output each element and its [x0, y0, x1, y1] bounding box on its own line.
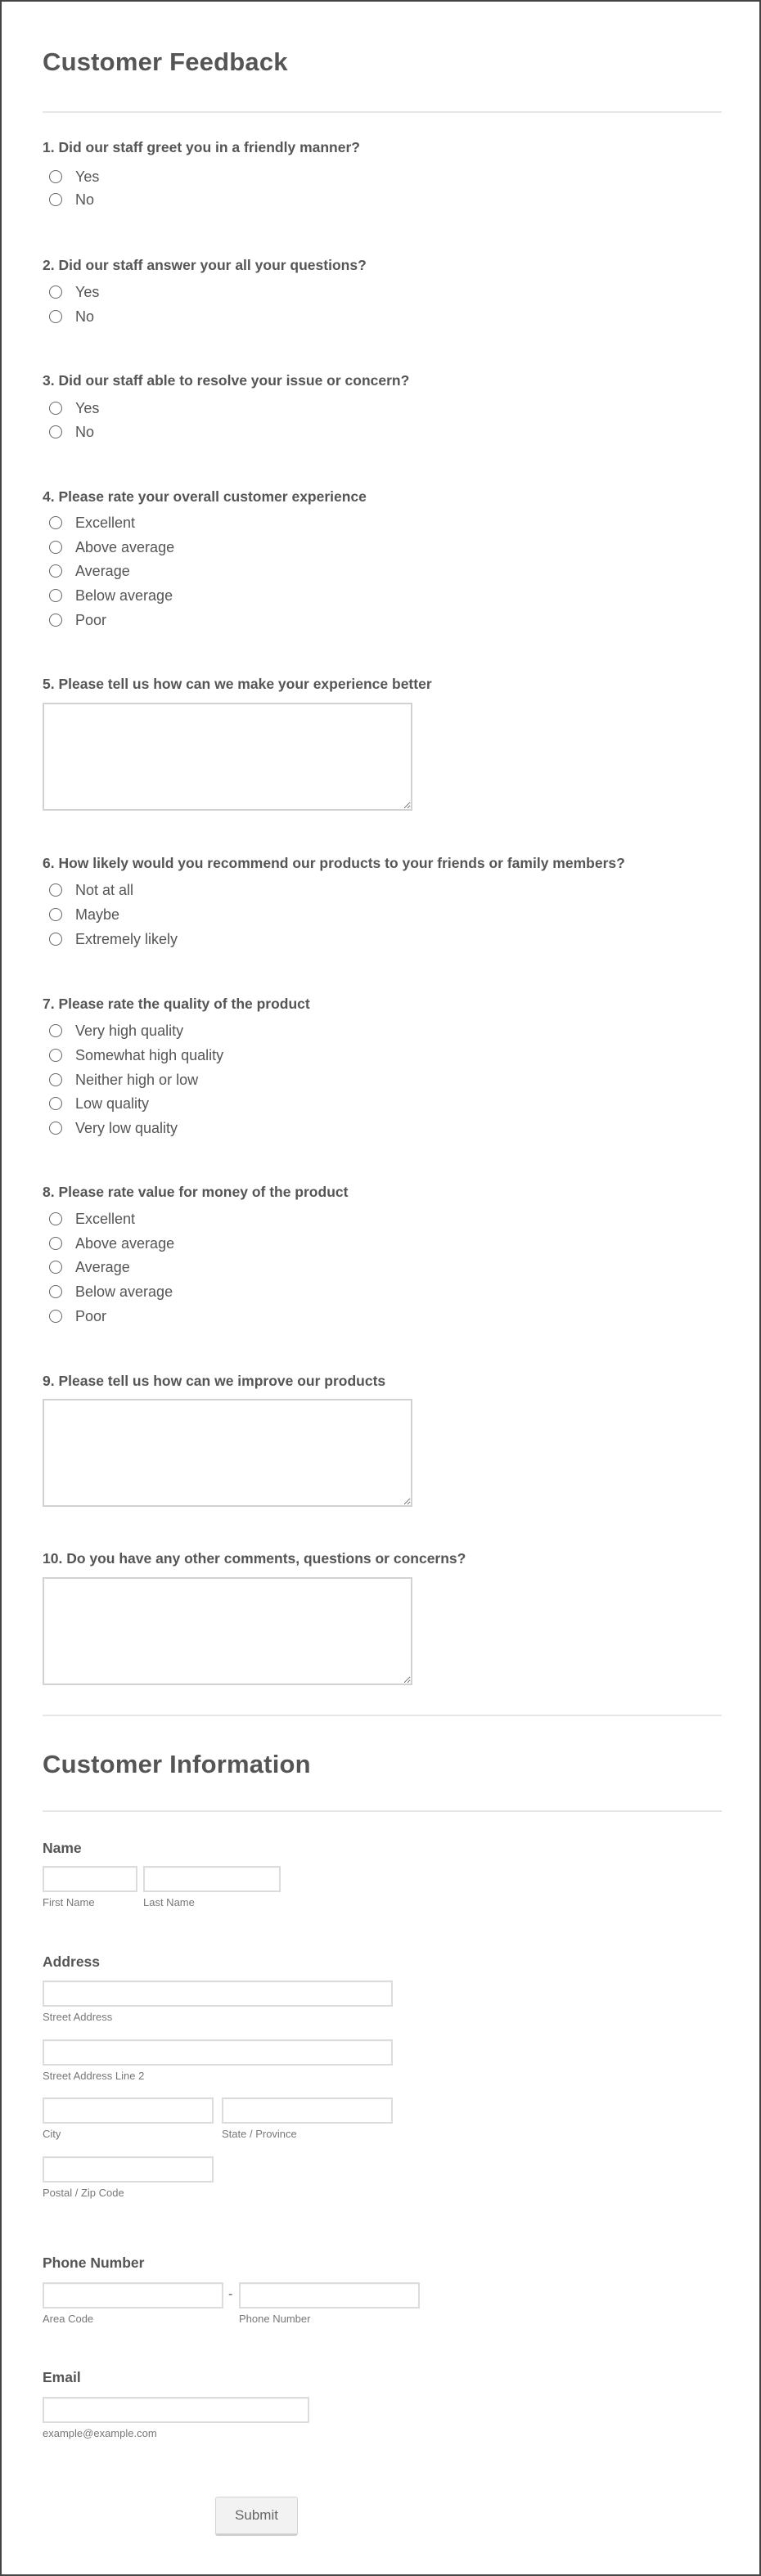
city-input[interactable]: [43, 2097, 214, 2124]
q8-option-average[interactable]: Average: [49, 1257, 130, 1277]
radio-icon[interactable]: [49, 933, 62, 946]
q8-option-poor[interactable]: Poor: [49, 1306, 106, 1326]
q6-option-not-at-all[interactable]: Not at all: [49, 880, 133, 900]
phone-number-sublabel: Phone Number: [239, 2313, 311, 2325]
radio-icon[interactable]: [49, 310, 62, 323]
q4-option-above-average[interactable]: Above average: [49, 537, 174, 557]
radio-icon[interactable]: [49, 1073, 62, 1086]
radio-icon[interactable]: [49, 564, 62, 578]
email-label: Email: [43, 2369, 81, 2385]
radio-icon[interactable]: [49, 1049, 62, 1062]
radio-icon[interactable]: [49, 908, 62, 921]
radio-icon[interactable]: [49, 1122, 62, 1135]
street-address-line2-sublabel: Street Address Line 2: [43, 2070, 145, 2082]
q1-option-no[interactable]: No: [49, 190, 94, 209]
q8-option-below-average[interactable]: Below average: [49, 1282, 173, 1301]
last-name-input[interactable]: [143, 1866, 281, 1892]
phone-separator: -: [228, 2287, 233, 2301]
state-province-input[interactable]: [222, 2097, 393, 2124]
improve-products-textarea[interactable]: [43, 1399, 412, 1507]
question-6-label: 6. How likely would you recommend our products to your friends or family members?: [43, 855, 625, 871]
radio-icon[interactable]: [49, 1261, 62, 1274]
question-5-label: 5. Please tell us how can we make your experience better: [43, 676, 432, 692]
first-name-input[interactable]: [43, 1866, 137, 1892]
header-divider: [43, 111, 722, 113]
area-code-sublabel: Area Code: [43, 2313, 94, 2325]
q8-option-above-average[interactable]: Above average: [49, 1234, 174, 1253]
radio-icon[interactable]: [49, 1237, 62, 1250]
question-1-label: 1. Did our staff greet you in a friendly manner?: [43, 139, 360, 155]
address-label: Address: [43, 1953, 101, 1970]
radio-icon[interactable]: [49, 614, 62, 627]
q7-option-somewhat-high[interactable]: Somewhat high quality: [49, 1045, 223, 1065]
q7-option-low[interactable]: Low quality: [49, 1094, 149, 1113]
radio-icon[interactable]: [49, 883, 62, 897]
customer-info-title: Customer Information: [43, 1750, 311, 1778]
postal-code-input[interactable]: [43, 2156, 214, 2183]
phone-number-input[interactable]: [239, 2282, 420, 2309]
q7-option-very-low[interactable]: Very low quality: [49, 1118, 178, 1138]
email-input[interactable]: [43, 2397, 309, 2423]
q4-option-below-average[interactable]: Below average: [49, 586, 173, 605]
question-9-label: 9. Please tell us how can we improve our products: [43, 1373, 386, 1389]
question-4-label: 4. Please rate your overall customer experience: [43, 488, 367, 505]
q4-option-excellent[interactable]: Excellent: [49, 513, 135, 533]
q1-option-yes[interactable]: Yes: [49, 167, 99, 187]
page-title: Customer Feedback: [43, 47, 288, 76]
q2-option-no[interactable]: No: [49, 307, 94, 326]
phone-label: Phone Number: [43, 2255, 145, 2271]
postal-code-sublabel: Postal / Zip Code: [43, 2187, 124, 2199]
last-name-sublabel: Last Name: [143, 1896, 195, 1908]
city-sublabel: City: [43, 2128, 61, 2140]
customer-info-divider: [43, 1810, 722, 1812]
question-3-label: 3. Did our staff able to resolve your issue or concern?: [43, 372, 410, 389]
radio-icon[interactable]: [49, 1310, 62, 1323]
radio-icon[interactable]: [49, 589, 62, 602]
radio-icon[interactable]: [49, 1285, 62, 1298]
other-comments-textarea[interactable]: [43, 1577, 412, 1685]
state-province-sublabel: State / Province: [222, 2128, 297, 2140]
q8-option-excellent[interactable]: Excellent: [49, 1209, 135, 1229]
q6-option-maybe[interactable]: Maybe: [49, 905, 119, 924]
area-code-input[interactable]: [43, 2282, 223, 2309]
q4-option-poor[interactable]: Poor: [49, 610, 106, 630]
email-sublabel: example@example.com: [43, 2427, 157, 2439]
radio-icon[interactable]: [49, 285, 62, 299]
street-address-input[interactable]: [43, 1980, 393, 2007]
radio-icon[interactable]: [49, 193, 62, 206]
radio-icon[interactable]: [49, 425, 62, 438]
radio-icon[interactable]: [49, 1212, 62, 1225]
question-7-label: 7. Please rate the quality of the product: [43, 996, 310, 1012]
submit-button[interactable]: Submit: [215, 2497, 298, 2536]
q4-option-average[interactable]: Average: [49, 561, 130, 581]
section-divider: [43, 1715, 722, 1716]
q7-option-neither[interactable]: Neither high or low: [49, 1070, 198, 1090]
radio-icon[interactable]: [49, 170, 62, 183]
q3-option-yes[interactable]: Yes: [49, 398, 99, 418]
q2-option-yes[interactable]: Yes: [49, 282, 99, 302]
question-10-label: 10. Do you have any other comments, questions or concerns?: [43, 1550, 466, 1567]
radio-icon[interactable]: [49, 1024, 62, 1037]
radio-icon[interactable]: [49, 541, 62, 554]
q7-option-very-high[interactable]: Very high quality: [49, 1021, 183, 1041]
question-2-label: 2. Did our staff answer your all your questions?: [43, 257, 367, 273]
street-address-sublabel: Street Address: [43, 2011, 113, 2023]
first-name-sublabel: First Name: [43, 1896, 95, 1908]
radio-icon[interactable]: [49, 1097, 62, 1110]
radio-icon[interactable]: [49, 516, 62, 529]
experience-feedback-textarea[interactable]: [43, 703, 412, 811]
name-label: Name: [43, 1840, 82, 1856]
q6-option-extremely-likely[interactable]: Extremely likely: [49, 929, 178, 949]
q3-option-no[interactable]: No: [49, 422, 94, 442]
question-8-label: 8. Please rate value for money of the product: [43, 1184, 349, 1200]
radio-icon[interactable]: [49, 402, 62, 415]
street-address-line2-input[interactable]: [43, 2039, 393, 2066]
